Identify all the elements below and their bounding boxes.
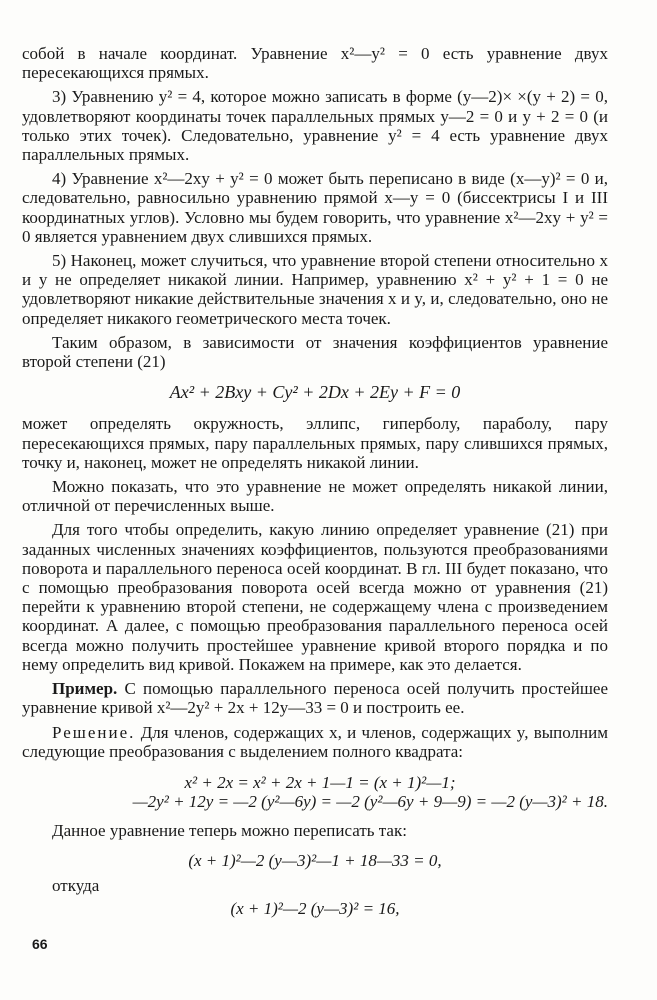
summary-paragraph: Таким образом, в зависимости от значения коэффициентов уравнение второй степени (21) [22,332,608,372]
item-5-paragraph: 5) Наконец, может случиться, что уравнение второй степени относительно x и y не определяет никакой линии. Например, уравнению x² + y² + 1 = 0 не удовлетворяют никакие действительные значения x и y, и, следовательно, оно не определяет никакого геометрического места точек. [22,251,608,328]
rewrite-paragraph: Данное уравнение теперь можно переписать так: [52,821,407,841]
page-number: 66 [32,936,48,952]
rewritten-equation: (x + 1)²—2 (y—3)²—1 + 18—33 = 0, [188,850,442,870]
after-equation-paragraph: может определять окружность, эллипс, гиперболу, параболу, пару пересекающихся прямых, пару параллельных прямых, пару слившихся прямых, точку и, наконец, может не определять никакой линии. [22,414,608,472]
example-label: Пример. [52,679,118,699]
method-paragraph: Для того чтобы определить, какую линию определяет уравнение (21) при заданных численных значениях коэффициентов, пользуются преобразованиями поворота и параллельного переноса осей координат. В гл. III будет показано, что с помощью преобразования поворота осей всегда можно от уравнения (21) перейти к уравнению второй степени, не содержащему члена с произведением координат. А далее, с помощью преобразования параллельного переноса осей всегда можно получить простейшее уравнение кривой второго порядка и по нему определить вид кривой. Покажем на примере, как это делается. [22,520,608,674]
transform-y-equation: —2y² + 12y = —2 (y²—6y) = —2 (y²—6y + 9—9) = —2 (y—3)² + 18. [132,792,608,812]
completing-square-block [22,773,608,811]
solution-paragraph [22,723,608,761]
general-equation: Ax² + 2Bxy + Cy² + 2Dx + 2Ey + F = 0 [169,382,461,403]
item-4-paragraph: 4) Уравнение x²—2xy + y² = 0 может быть переписано в виде (x—y)² = 0 и, следовательно, равносильно уравнению прямой x—y = 0 (биссектрисы I и III координатных углов). Условно мы будем говорить, что уравнение x²—2xy + y² = 0 является уравнением двух слившихся прямых. [22,169,608,246]
final-equation: (x + 1)²—2 (y—3)² = 16, [230,898,400,918]
example-text: С помощью параллельного переноса осей получить простейшее уравнение кривой x²—2y² + 2x + 12y—33 = 0 и построить ее. [22,679,608,718]
page-body [22,44,608,918]
example-paragraph [22,679,608,717]
transform-x-equation: x² + 2x = x² + 2x + 1—1 = (x + 1)²—1; [184,772,456,792]
item-3-paragraph: 3) Уравнению y² = 4, которое можно записать в форме (y—2)× ×(y + 2) = 0, удовлетворяют координаты точек параллельных прямых y—2 = 0 и y + 2 = 0 (и только этих точек). Следовательно, уравнение y² = 4 есть уравнение двух параллельных прямых. [22,87,608,165]
intro-paragraph: собой в начале координат. Уравнение x²—y² = 0 есть уравнение двух пересекающихся прямых. [22,44,608,83]
solution-text: Для членов, содержащих x, и членов, содержащих y, выполним следующие преобразования с выделением полного квадрата: [22,722,608,761]
solution-label: Решение. [52,722,136,742]
note-paragraph: Можно показать, что это уравнение не может определять никакой линии, отличной от перечисленных выше. [22,477,608,516]
whence-word: откуда [52,875,100,895]
